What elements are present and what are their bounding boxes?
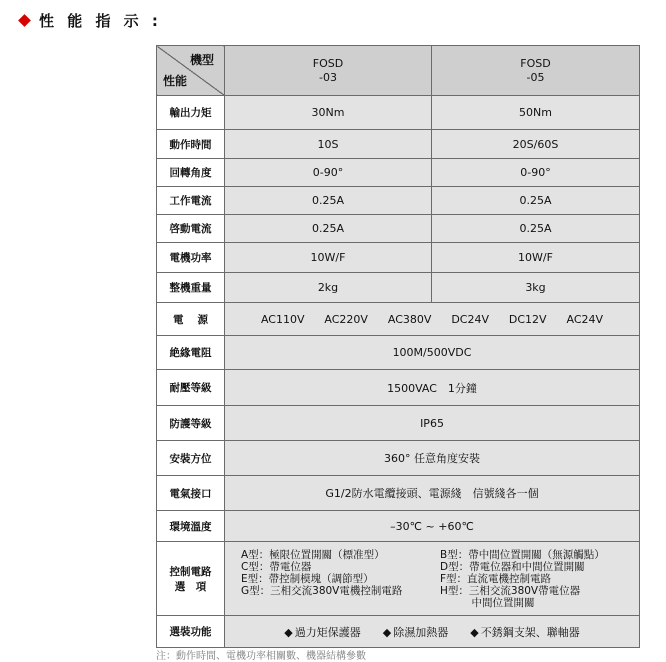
- optional-features: [225, 616, 640, 648]
- control-option: D型：帶電位器和中間位置開關: [440, 560, 585, 573]
- row-label: 整機重量: [157, 273, 225, 303]
- row-label: 環境溫度: [157, 511, 225, 542]
- row-label: 選裝功能: [157, 616, 225, 648]
- row-label: 啓動電流: [157, 215, 225, 243]
- section-heading: [20, 9, 162, 31]
- row-value: 360° 任意角度安裝: [225, 441, 640, 476]
- power-option: AC220V: [324, 312, 368, 326]
- power-option: DC12V: [508, 312, 547, 326]
- power-option: AC110V: [260, 312, 305, 326]
- corner-performance-label: 性能: [163, 74, 188, 88]
- row-label: 電源: [157, 303, 225, 336]
- row-value: 0-90°: [432, 159, 640, 187]
- power-options: [225, 303, 640, 336]
- model-fosd-05: FOSD -05: [432, 46, 640, 96]
- control-option: B型：帶中間位置開關（無源觸點）: [440, 548, 605, 561]
- table-row: [157, 243, 640, 273]
- table-row-optional: [157, 616, 640, 648]
- table-row: [157, 406, 640, 441]
- row-value: –30℃ ~ +60℃: [225, 511, 640, 542]
- row-value: 10S: [225, 130, 432, 159]
- model-fosd-03: FOSD -03: [225, 46, 432, 96]
- power-option: AC380V: [387, 312, 432, 326]
- diamond-bullet-icon: [18, 14, 31, 27]
- table-row: [157, 511, 640, 542]
- row-value: 1500VAC 1分鐘: [225, 370, 640, 406]
- row-label: 回轉角度: [157, 159, 225, 187]
- table-row-power: [157, 303, 640, 336]
- row-value: 20S/60S: [432, 130, 640, 159]
- spec-table: [156, 45, 640, 648]
- table-row: [157, 96, 640, 130]
- row-value: G1/2防水電纜接頭、電源綫 信號綫各一個: [225, 476, 640, 511]
- row-value: 0.25A: [432, 187, 640, 215]
- table-row: [157, 273, 640, 303]
- row-value: 100M/500VDC: [225, 336, 640, 370]
- control-option: H型：三相交流380V帶電位器 中間位置開關: [440, 584, 581, 609]
- row-value: 0.25A: [432, 215, 640, 243]
- control-option: F型：直流電機控制電路: [440, 572, 552, 585]
- row-value: 0.25A: [225, 215, 432, 243]
- row-label: 控制電路 選 項: [157, 542, 225, 616]
- row-value: 10W/F: [432, 243, 640, 273]
- table-header-row: [157, 46, 640, 96]
- table-row: [157, 215, 640, 243]
- row-label: 安裝方位: [157, 441, 225, 476]
- control-option: C型：帶電位器: [241, 560, 312, 573]
- table-row: [157, 370, 640, 406]
- row-label: 防護等級: [157, 406, 225, 441]
- control-option: A型：極限位置開關（標准型）: [241, 548, 385, 561]
- row-value: 0.25A: [225, 187, 432, 215]
- row-value: 30Nm: [225, 96, 432, 130]
- table-row: [157, 441, 640, 476]
- row-value: 50Nm: [432, 96, 640, 130]
- footer-note: 注：動作時間、電機功率相關數、機器結構參數: [156, 651, 366, 662]
- row-label: 電機功率: [157, 243, 225, 273]
- optional-feature: ◆ 除濕加熱器: [383, 624, 448, 640]
- row-label: 耐壓等級: [157, 370, 225, 406]
- table-row-control: [157, 542, 640, 616]
- row-value: IP65: [225, 406, 640, 441]
- table-row: [157, 130, 640, 159]
- table-row: [157, 187, 640, 215]
- corner-cell: [157, 46, 225, 96]
- control-option: G型：三相交流380V電機控制電路: [241, 584, 403, 597]
- table-row: [157, 336, 640, 370]
- row-label: 工作電流: [157, 187, 225, 215]
- row-value: 2kg: [225, 273, 432, 303]
- optional-feature: ◆ 過力矩保護器: [284, 624, 360, 640]
- row-label: 輸出力矩: [157, 96, 225, 130]
- table-row: [157, 159, 640, 187]
- row-value: 3kg: [432, 273, 640, 303]
- row-value: 0-90°: [225, 159, 432, 187]
- power-option: AC24V: [566, 312, 604, 326]
- power-option: DC24V: [451, 312, 489, 326]
- row-label: 絶緣電阻: [157, 336, 225, 370]
- row-value: 10W/F: [225, 243, 432, 273]
- row-label: 動作時間: [157, 130, 225, 159]
- row-label: 電氣接口: [157, 476, 225, 511]
- section-title: 性 能 指 示 :: [39, 11, 162, 30]
- optional-feature: ◆ 不銹鋼支架、聯軸器: [470, 624, 579, 640]
- control-option: E型：帶控制模塊（調節型）: [241, 572, 374, 585]
- control-options: [225, 542, 640, 616]
- table-row: [157, 476, 640, 511]
- corner-model-label: 機型: [189, 53, 214, 67]
